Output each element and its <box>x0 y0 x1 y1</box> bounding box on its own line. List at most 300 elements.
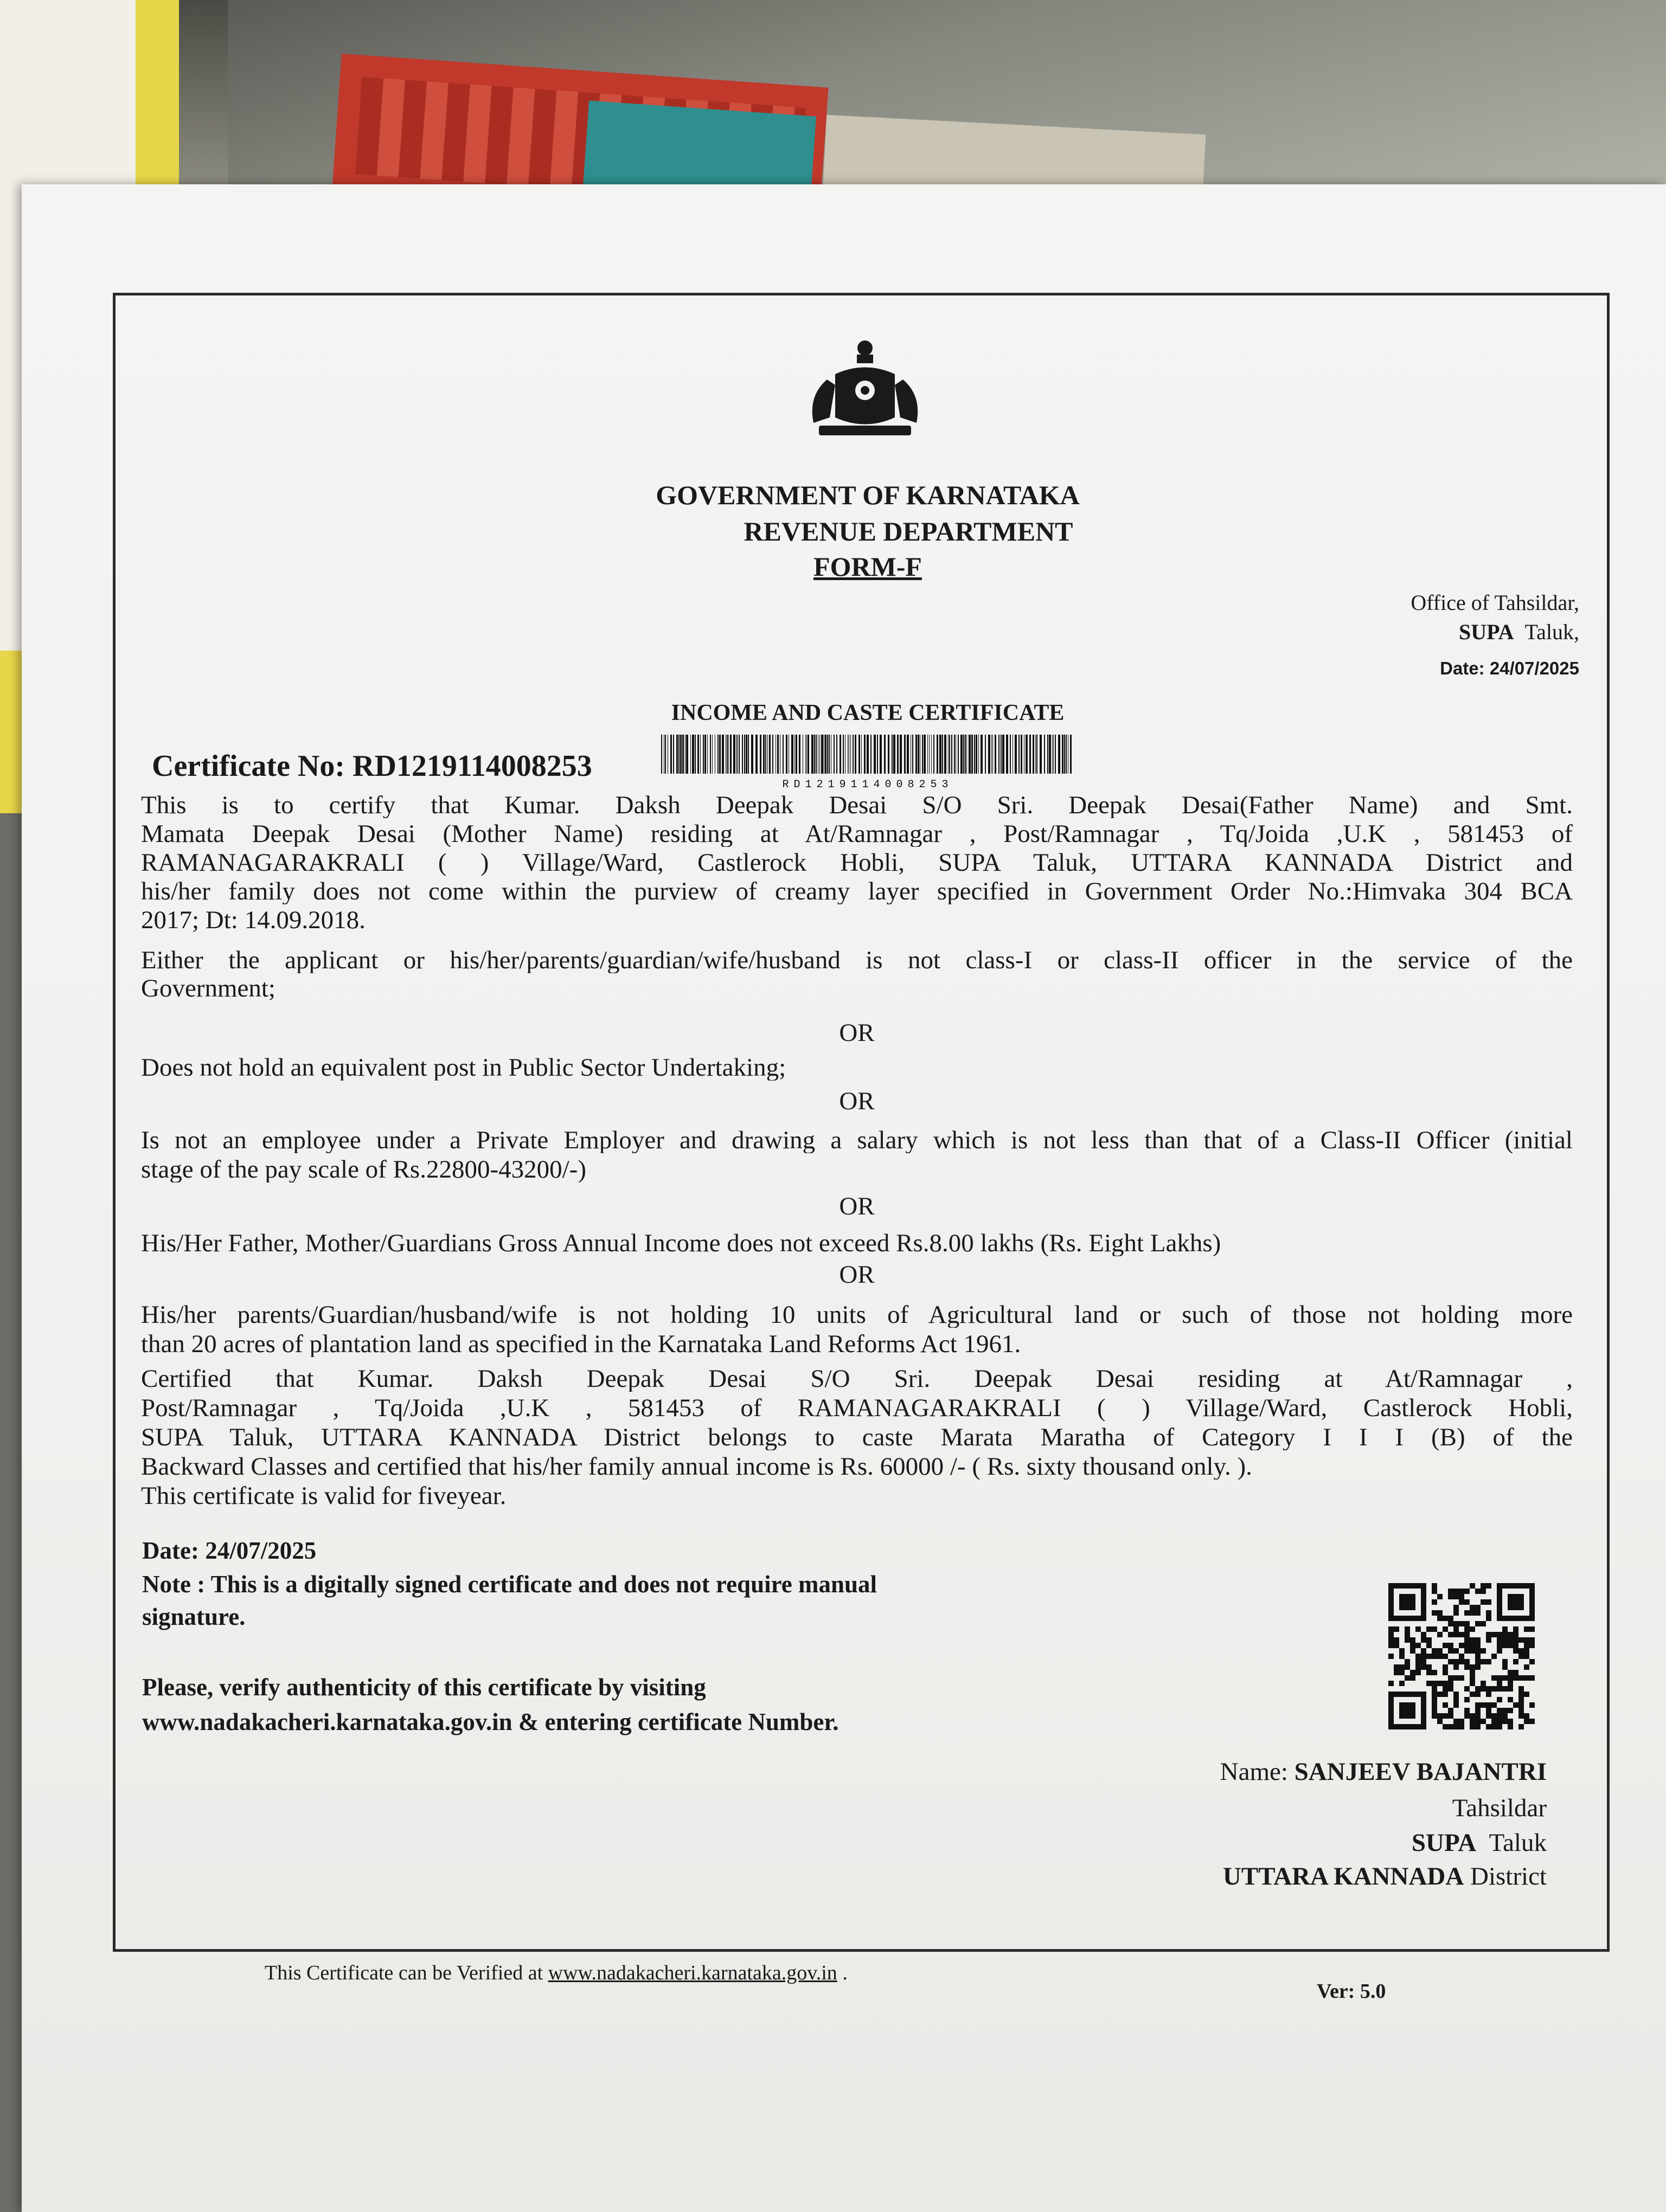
qr-cell <box>1513 1659 1518 1664</box>
barcode-bar <box>988 735 990 774</box>
barcode-bar <box>893 735 895 774</box>
qr-cell <box>1475 1589 1481 1594</box>
certificate-number <box>152 751 592 781</box>
qr-cell <box>1388 1724 1394 1729</box>
body-or-3: OR <box>839 1194 875 1219</box>
footer-verify-line1: Please, verify authenticity of this certificate by visiting <box>142 1674 706 1701</box>
qr-cell <box>1394 1664 1399 1670</box>
qr-cell <box>1432 1708 1437 1713</box>
barcode-bar <box>840 735 841 774</box>
qr-cell <box>1448 1632 1453 1637</box>
qr-cell <box>1464 1637 1470 1643</box>
qr-cell <box>1529 1599 1535 1605</box>
barcode-bar <box>765 735 766 774</box>
qr-cell <box>1508 1724 1513 1729</box>
qr-cell <box>1405 1702 1410 1708</box>
barcode-bar <box>819 735 820 774</box>
qr-cell <box>1443 1626 1448 1632</box>
body-line-20: SUPA Taluk, UTTARA KANNADA District belongs to caste Marata Maratha of Category I I I (B) of the <box>141 1425 1573 1450</box>
qr-cell <box>1415 1670 1421 1675</box>
qr-cell <box>1470 1724 1475 1729</box>
qr-cell <box>1508 1594 1513 1599</box>
barcode-bar <box>877 735 878 774</box>
qr-cell <box>1443 1664 1448 1670</box>
qr-cell <box>1464 1610 1470 1616</box>
qr-cell <box>1481 1659 1486 1664</box>
qr-cell <box>1529 1675 1535 1681</box>
qr-cell <box>1394 1616 1399 1621</box>
barcode-bar <box>1006 735 1008 774</box>
qr-cell <box>1508 1643 1513 1648</box>
barcode-bar <box>991 735 992 774</box>
qr-cell <box>1464 1686 1470 1692</box>
qr-cell <box>1410 1643 1415 1648</box>
qr-cell <box>1443 1643 1448 1648</box>
qr-cell <box>1437 1610 1443 1616</box>
qr-cell <box>1502 1583 1508 1589</box>
barcode-bar <box>827 735 828 774</box>
qr-cell <box>1410 1616 1415 1621</box>
qr-cell <box>1459 1654 1464 1659</box>
qr-cell <box>1497 1599 1502 1605</box>
qr-cell <box>1448 1594 1453 1599</box>
barcode-bar <box>1052 735 1053 774</box>
barcode-bar <box>976 735 977 774</box>
bottom-version: Ver: 5.0 <box>1317 1980 1386 2003</box>
qr-cell <box>1443 1681 1448 1686</box>
qr-cell <box>1491 1702 1497 1708</box>
barcode-bar <box>673 735 674 774</box>
qr-cell <box>1481 1621 1486 1626</box>
header-form: FORM-F <box>813 551 922 582</box>
qr-cell <box>1453 1675 1459 1681</box>
signatory-taluk <box>1412 1830 1547 1856</box>
barcode-bar <box>661 735 662 774</box>
barcode-bar <box>918 735 919 774</box>
qr-cell <box>1415 1659 1421 1664</box>
qr-cell <box>1497 1589 1502 1594</box>
qr-cell <box>1388 1632 1394 1637</box>
qr-cell <box>1524 1583 1529 1589</box>
barcode-bar <box>728 735 729 774</box>
qr-cell <box>1491 1632 1497 1637</box>
office-taluk-label: Taluk, <box>1524 620 1579 644</box>
qr-cell <box>1399 1599 1405 1605</box>
qr-cell <box>1432 1670 1437 1675</box>
barcode-bar <box>697 735 699 774</box>
barcode-bar <box>933 735 934 774</box>
barcode-bar <box>682 735 684 774</box>
barcode-bar <box>978 735 979 774</box>
qr-cell <box>1421 1605 1426 1610</box>
qr-cell <box>1529 1583 1535 1589</box>
qr-cell <box>1486 1583 1491 1589</box>
qr-cell <box>1475 1724 1481 1729</box>
qr-cell <box>1443 1686 1448 1692</box>
barcode-bar <box>880 735 882 774</box>
qr-cell <box>1518 1583 1524 1589</box>
qr-cell <box>1518 1637 1524 1643</box>
qr-cell <box>1453 1719 1459 1724</box>
qr-cell <box>1459 1594 1464 1599</box>
barcode-bar <box>974 735 975 774</box>
qr-cell <box>1508 1686 1513 1692</box>
signatory-taluk-name: SUPA <box>1411 1829 1477 1857</box>
qr-cell <box>1437 1632 1443 1637</box>
qr-cell <box>1410 1594 1415 1599</box>
qr-cell <box>1415 1583 1421 1589</box>
barcode-bar <box>736 735 738 774</box>
qr-cell <box>1421 1692 1426 1697</box>
barcode-bar <box>1044 735 1045 774</box>
qr-cell <box>1513 1637 1518 1643</box>
barcode-bar <box>995 735 996 774</box>
barcode-bar <box>958 735 959 774</box>
barcode-bar <box>904 735 906 774</box>
office-date-value: 24/07/2025 <box>1489 658 1579 678</box>
barcode-bar <box>931 735 932 774</box>
qr-cell <box>1524 1664 1529 1670</box>
qr-cell <box>1453 1692 1459 1697</box>
qr-cell <box>1388 1708 1394 1713</box>
barcode-bar <box>1029 735 1031 774</box>
qr-cell <box>1421 1724 1426 1729</box>
qr-cell <box>1529 1637 1535 1643</box>
qr-cell <box>1475 1713 1481 1719</box>
qr-cell <box>1481 1648 1486 1654</box>
qr-cell <box>1518 1686 1524 1692</box>
barcode-text: RD1219114008253 <box>782 779 953 789</box>
qr-cell <box>1475 1643 1481 1648</box>
qr-cell <box>1464 1626 1470 1632</box>
qr-cell <box>1502 1664 1508 1670</box>
qr-cell <box>1421 1654 1426 1659</box>
barcode-bar <box>676 735 678 774</box>
body-or-2: OR <box>839 1089 875 1114</box>
qr-cell <box>1481 1589 1486 1594</box>
bottom-verify-link[interactable]: www.nadakacheri.karnataka.gov.in <box>548 1962 837 1984</box>
qr-cell <box>1405 1599 1410 1605</box>
karnataka-emblem-icon <box>803 336 927 445</box>
qr-cell <box>1470 1610 1475 1616</box>
qr-cell <box>1410 1599 1415 1605</box>
qr-cell <box>1529 1594 1535 1599</box>
qr-cell <box>1497 1686 1502 1692</box>
qr-cell <box>1437 1594 1443 1599</box>
qr-cell <box>1470 1681 1475 1686</box>
qr-cell <box>1399 1724 1405 1729</box>
qr-cell <box>1513 1616 1518 1621</box>
qr-cell <box>1426 1626 1432 1632</box>
qr-cell <box>1459 1621 1464 1626</box>
qr-cell <box>1497 1697 1502 1702</box>
qr-cell <box>1518 1692 1524 1697</box>
qr-cell <box>1399 1605 1405 1610</box>
qr-cell <box>1508 1616 1513 1621</box>
barcode <box>659 735 1077 789</box>
qr-cell <box>1410 1724 1415 1729</box>
barcode-bar <box>742 735 743 774</box>
qr-cell <box>1421 1719 1426 1724</box>
qr-cell <box>1437 1719 1443 1724</box>
qr-cell <box>1529 1719 1535 1724</box>
barcode-bar <box>1026 735 1028 774</box>
barcode-bar <box>858 735 860 774</box>
qr-cell <box>1486 1686 1491 1692</box>
barcode-bar <box>1055 735 1056 774</box>
qr-cell <box>1491 1654 1497 1659</box>
qr-cell <box>1453 1648 1459 1654</box>
qr-cell <box>1502 1626 1508 1632</box>
qr-cell <box>1475 1692 1481 1697</box>
qr-cell <box>1486 1724 1491 1729</box>
qr-cell <box>1508 1583 1513 1589</box>
qr-cell <box>1513 1594 1518 1599</box>
barcode-bar <box>951 735 952 774</box>
qr-cell <box>1524 1692 1529 1697</box>
barcode-bar <box>760 735 761 774</box>
qr-cell <box>1481 1702 1486 1708</box>
qr-cell <box>1453 1697 1459 1702</box>
barcode-bar <box>1049 735 1051 774</box>
barcode-bar <box>744 735 745 774</box>
qr-cell <box>1470 1648 1475 1654</box>
qr-cell <box>1448 1675 1453 1681</box>
qr-cell <box>1443 1654 1448 1659</box>
qr-cell <box>1399 1583 1405 1589</box>
body-line-2: Mamata Deepak Desai (Mother Name) residing at At/Ramnagar , Post/Ramnagar , Tq/Joida ,U.K , 581453 of <box>141 821 1573 847</box>
barcode-bar <box>680 735 682 774</box>
barcode-bar <box>912 735 913 774</box>
qr-cell <box>1529 1605 1535 1610</box>
barcode-bar <box>794 735 795 774</box>
qr-cell <box>1426 1637 1432 1643</box>
qr-cell <box>1399 1681 1405 1686</box>
body-line-6: Either the applicant or his/her/parents/guardian/wife/husband is not class-I or class-II officer in the service of the <box>141 948 1573 973</box>
qr-cell <box>1470 1675 1475 1681</box>
qr-cell <box>1497 1724 1502 1729</box>
barcode-bar <box>730 735 732 774</box>
bottom-verify-text: This Certificate can be Verified at <box>265 1962 543 1984</box>
qr-cell <box>1502 1686 1508 1692</box>
barcode-bar <box>855 735 856 774</box>
qr-cell <box>1502 1659 1508 1664</box>
barcode-bar <box>1033 735 1034 774</box>
barcode-bar <box>707 735 708 774</box>
body-or-1: OR <box>839 1020 875 1046</box>
qr-cell <box>1437 1648 1443 1654</box>
barcode-bar <box>717 735 719 774</box>
barcode-bar <box>853 735 854 774</box>
barcode-bar <box>690 735 691 774</box>
office-line: Office of Tahsildar, <box>1411 590 1579 615</box>
qr-cell <box>1432 1702 1437 1708</box>
barcode-bar <box>927 735 928 774</box>
signatory-name <box>1220 1759 1547 1785</box>
qr-cell <box>1524 1643 1529 1648</box>
signatory-name-value: SANJEEV BAJANTRI <box>1294 1758 1547 1786</box>
barcode-bar <box>850 735 851 774</box>
qr-cell <box>1437 1681 1443 1686</box>
qr-cell <box>1464 1632 1470 1637</box>
barcode-bar <box>900 735 902 774</box>
footer-note-line2: signature. <box>142 1603 246 1630</box>
qr-cell <box>1448 1708 1453 1713</box>
qr-cell <box>1508 1599 1513 1605</box>
qr-cell <box>1405 1664 1410 1670</box>
qr-cell <box>1421 1594 1426 1599</box>
signatory-taluk-label: Taluk <box>1489 1829 1547 1857</box>
body-line-4: his/her family does not come within the purview of creamy layer specified in Government Order No.:Himvaka 304 BCA <box>141 879 1573 904</box>
qr-cell <box>1518 1605 1524 1610</box>
qr-cell <box>1388 1654 1394 1659</box>
barcode-bar <box>772 735 773 774</box>
qr-cell <box>1513 1599 1518 1605</box>
qr-cell <box>1410 1713 1415 1719</box>
barcode-bar <box>836 735 837 774</box>
qr-cell <box>1410 1675 1415 1681</box>
qr-cell <box>1464 1599 1470 1605</box>
barcode-bar <box>1010 735 1011 774</box>
qr-cell <box>1415 1724 1421 1729</box>
body-line-18: Certified that Kumar. Daksh Deepak Desai S/O Sri. Deepak Desai residing at At/Ramnagar , <box>141 1366 1573 1392</box>
barcode-bar <box>937 735 938 774</box>
qr-cell <box>1432 1697 1437 1702</box>
qr-cell <box>1508 1708 1513 1713</box>
qr-cell <box>1475 1648 1481 1654</box>
qr-cell <box>1394 1724 1399 1729</box>
qr-cell <box>1475 1610 1481 1616</box>
barcode-bar <box>1040 735 1042 774</box>
qr-cell <box>1410 1670 1415 1675</box>
barcode-bar <box>1035 735 1036 774</box>
qr-cell <box>1475 1637 1481 1643</box>
qr-cell <box>1470 1605 1475 1610</box>
qr-cell <box>1529 1626 1535 1632</box>
office-taluk <box>1459 621 1579 643</box>
body-line-9: Does not hold an equivalent post in Public Sector Undertaking; <box>141 1055 786 1081</box>
barcode-bar <box>811 735 813 774</box>
qr-cell <box>1470 1692 1475 1697</box>
qr-cell <box>1524 1648 1529 1654</box>
qr-cell <box>1502 1632 1508 1637</box>
qr-cell <box>1453 1610 1459 1616</box>
qr-cell <box>1475 1719 1481 1724</box>
qr-cell <box>1464 1659 1470 1664</box>
qr-cell <box>1421 1713 1426 1719</box>
barcode-bar <box>874 735 876 774</box>
barcode-bar <box>703 735 704 774</box>
qr-cell <box>1421 1637 1426 1643</box>
qr-cell <box>1518 1599 1524 1605</box>
qr-cell <box>1399 1670 1405 1675</box>
qr-cell <box>1513 1626 1518 1632</box>
qr-cell <box>1448 1713 1453 1719</box>
qr-cell <box>1453 1589 1459 1594</box>
barcode-bar <box>960 735 963 774</box>
qr-cell <box>1388 1616 1394 1621</box>
barcode-bar <box>1018 735 1020 774</box>
barcode-bar <box>949 735 950 774</box>
qr-cell <box>1432 1599 1437 1605</box>
barcode-bar <box>969 735 971 774</box>
qr-cell <box>1470 1664 1475 1670</box>
certificate-number-value: RD1219114008253 <box>353 749 592 783</box>
qr-cell <box>1388 1626 1394 1632</box>
barcode-bar <box>1047 735 1048 774</box>
qr-cell <box>1508 1675 1513 1681</box>
qr-cell <box>1388 1643 1394 1648</box>
qr-cell <box>1464 1664 1470 1670</box>
qr-cell <box>1432 1583 1437 1589</box>
qr-cell <box>1470 1626 1475 1632</box>
qr-cell <box>1410 1692 1415 1697</box>
qr-cell <box>1529 1616 1535 1621</box>
qr-cell <box>1518 1675 1524 1681</box>
barcode-bar <box>722 735 724 774</box>
qr-cell <box>1497 1605 1502 1610</box>
qr-cell <box>1421 1664 1426 1670</box>
qr-cell <box>1405 1724 1410 1729</box>
qr-cell <box>1421 1648 1426 1654</box>
qr-cell <box>1399 1616 1405 1621</box>
qr-cell <box>1486 1632 1491 1637</box>
qr-cell <box>1470 1583 1475 1589</box>
qr-cell <box>1388 1681 1394 1686</box>
barcode-bar <box>1002 735 1004 774</box>
barcode-bar <box>939 735 941 774</box>
qr-cell <box>1508 1681 1513 1686</box>
qr-cell <box>1421 1583 1426 1589</box>
qr-cell <box>1502 1616 1508 1621</box>
qr-cell <box>1399 1664 1405 1670</box>
qr-cell <box>1421 1589 1426 1594</box>
barcode-bar <box>998 735 999 774</box>
barcode-bar <box>1070 735 1072 774</box>
qr-cell <box>1486 1702 1491 1708</box>
qr-cell <box>1491 1713 1497 1719</box>
barcode-bar <box>922 735 923 774</box>
qr-cell <box>1481 1686 1486 1692</box>
body-line-3: RAMANAGARAKRALI ( ) Village/Ward, Castlerock Hobli, SUPA Taluk, UTTARA KANNADA District and <box>141 850 1573 876</box>
barcode-bar <box>1064 735 1065 774</box>
qr-cell <box>1491 1719 1497 1724</box>
qr-cell <box>1421 1708 1426 1713</box>
body-line-19: Post/Ramnagar , Tq/Joida ,U.K , 581453 of RAMANAGARAKRALI ( ) Village/Ward, Castlerock Hobli, <box>141 1396 1573 1421</box>
qr-cell <box>1443 1702 1448 1708</box>
barcode-bar <box>963 735 964 774</box>
barcode-bar <box>786 735 787 774</box>
qr-cell <box>1394 1637 1399 1643</box>
qr-cell <box>1524 1616 1529 1621</box>
qr-cell <box>1497 1648 1502 1654</box>
qr-cell <box>1497 1675 1502 1681</box>
qr-cell <box>1497 1719 1502 1724</box>
qr-cell <box>1518 1648 1524 1654</box>
barcode-bar <box>864 735 866 774</box>
barcode-bar <box>805 735 806 774</box>
barcode-bar <box>719 735 721 774</box>
body-line-14: His/Her Father, Mother/Guardians Gross Annual Income does not exceed Rs.8.00 lakhs (Rs. Eight Lakhs) <box>141 1231 1221 1256</box>
qr-cell <box>1497 1643 1502 1648</box>
qr-cell <box>1415 1692 1421 1697</box>
qr-cell <box>1481 1681 1486 1686</box>
barcode-bar <box>829 735 830 774</box>
barcode-bar <box>799 735 800 774</box>
qr-cell <box>1394 1692 1399 1697</box>
barcode-bar <box>1015 735 1017 774</box>
qr-cell <box>1524 1713 1529 1719</box>
